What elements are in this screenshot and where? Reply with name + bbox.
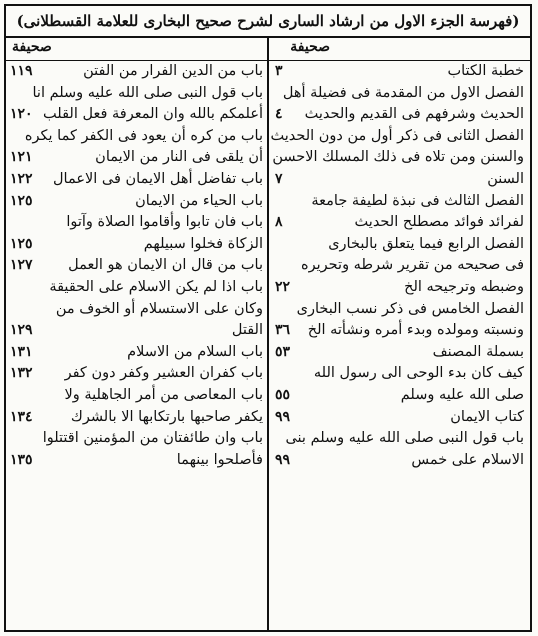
- index-entry: [6, 147, 267, 169]
- index-entry: [6, 320, 267, 342]
- entry-page-number: ٢٢: [275, 278, 291, 295]
- index-entry: [269, 234, 530, 256]
- entry-title: والسنن ومن تلاه فى ذلك المسلك الاحسن: [272, 149, 524, 166]
- entry-title: باب وان طائفتان من المؤمنين اقتتلوا: [42, 430, 263, 447]
- index-entry: [269, 169, 530, 191]
- index-entry: [6, 407, 267, 429]
- entry-page-number: ١٣٤: [10, 408, 33, 425]
- index-entry: [269, 320, 530, 342]
- index-entry: [6, 212, 267, 234]
- entry-title: أن يلقى فى النار من الايمان: [95, 149, 263, 166]
- index-entry: [269, 255, 530, 277]
- entry-page-number: ٥٥: [275, 386, 291, 403]
- index-entry: [269, 428, 530, 450]
- entry-page-number: ٩٩: [275, 408, 291, 425]
- right-entries: [269, 61, 530, 471]
- index-entry: [269, 212, 530, 234]
- index-entry: [269, 147, 530, 169]
- entry-title: باب قول النبى صلى الله عليه وسلم انا: [32, 84, 263, 101]
- page-number-header: صحيفة: [12, 39, 52, 55]
- entry-title: وضبطه وترجيحه الخ: [404, 278, 524, 295]
- entry-page-number: ١٢٥: [10, 235, 33, 252]
- right-column: [269, 38, 530, 630]
- entry-title: الفصل الثانى فى ذكر أول من دون الحديث: [270, 127, 524, 144]
- entry-title: باب الحياء من الايمان: [135, 192, 263, 209]
- entry-title: فأصلحوا بينهما: [176, 451, 263, 468]
- entry-page-number: ١٢٧: [10, 257, 33, 274]
- entry-title: بسملة المصنف: [432, 343, 524, 360]
- index-entry: [269, 363, 530, 385]
- entry-page-number: ١٢٢: [10, 170, 33, 187]
- entry-title: وكان على الاستسلام أو الخوف من: [55, 300, 263, 317]
- entry-page-number: ١٢١: [10, 149, 33, 166]
- entry-page-number: ٧: [275, 170, 283, 187]
- entry-page-number: ٣٦: [275, 322, 291, 339]
- entry-title: كتاب الايمان: [450, 408, 524, 425]
- entry-title: باب السلام من الاسلام: [127, 343, 263, 360]
- index-entry: [6, 126, 267, 148]
- index-entry: [6, 299, 267, 321]
- entry-title: الاسلام على خمس: [411, 451, 524, 468]
- entry-title: باب كفران العشير وكفر دون كفر: [64, 365, 263, 382]
- index-entry: [269, 299, 530, 321]
- entry-title: الفصل الرابع فيما يتعلق بالبخارى: [328, 235, 524, 252]
- entry-title: أعلمكم بالله وان المعرفة فعل القلب: [43, 106, 263, 123]
- entry-title: الحديث وشرفهم فى القديم والحديث: [304, 106, 524, 123]
- page-title: (فهرسة الجزء الاول من ارشاد السارى لشرح صحيح البخارى للعلامة القسطلانى): [6, 6, 530, 38]
- index-entry: [6, 255, 267, 277]
- entry-title: باب المعاصى من أمر الجاهلية ولا: [64, 386, 263, 403]
- entry-title: فى صحيحه من تقرير شرطه وتحريره: [301, 257, 524, 274]
- index-entry: [6, 83, 267, 105]
- index-entry: [6, 191, 267, 213]
- index-entry: [269, 450, 530, 472]
- index-entry: [6, 342, 267, 364]
- index-entry: [6, 169, 267, 191]
- entry-page-number: ٨: [275, 214, 283, 231]
- entry-title: ونسبته ومولده وبدء أمره ونشأته الخ: [307, 322, 524, 339]
- entry-title: صلى الله عليه وسلم: [400, 386, 524, 403]
- entry-title: القتل: [231, 322, 263, 339]
- entry-page-number: ٥٣: [275, 343, 291, 360]
- index-entry: [269, 191, 530, 213]
- entry-page-number: ٤: [275, 106, 283, 123]
- entry-title: يكفر صاحبها بارتكابها الا بالشرك: [70, 408, 263, 425]
- left-entries: [6, 61, 267, 471]
- entry-page-number: ١٣١: [10, 343, 33, 360]
- index-entry: [6, 428, 267, 450]
- index-entry: [6, 277, 267, 299]
- index-entry: [269, 104, 530, 126]
- entry-title: الزكاة فخلوا سبيلهم: [143, 235, 263, 252]
- index-entry: [269, 126, 530, 148]
- entry-title: كيف كان بدء الوحى الى رسول الله: [313, 365, 524, 382]
- index-entry: [269, 61, 530, 83]
- entry-title: باب من كره أن يعود فى الكفر كما يكره: [24, 127, 263, 144]
- entry-title: باب قول النبى صلى الله عليه وسلم بنى: [285, 430, 524, 447]
- index-entry: [269, 407, 530, 429]
- entry-title: الفصل الاول من المقدمة فى فضيلة أهل: [282, 84, 524, 101]
- entry-title: لفرائد فوائد مصطلح الحديث: [354, 214, 524, 231]
- entry-page-number: ٩٩: [275, 451, 291, 468]
- left-column-header: [6, 38, 267, 61]
- index-entry: [6, 104, 267, 126]
- index-entry: [269, 385, 530, 407]
- index-entry: [6, 61, 267, 83]
- entry-title: باب تفاضل أهل الايمان فى الاعمال: [53, 170, 263, 187]
- index-entry: [6, 450, 267, 472]
- entry-page-number: ١١٩: [10, 63, 33, 79]
- entry-page-number: ١٢٥: [10, 192, 33, 209]
- index-entry: [269, 83, 530, 105]
- left-column: [6, 38, 269, 630]
- entry-page-number: ١٣٢: [10, 365, 33, 382]
- entry-title: السنن: [487, 170, 524, 187]
- page-number-header: صحيفة: [290, 39, 330, 55]
- entry-title: الفصل الثالث فى نبذة لطيفة جامعة: [311, 192, 524, 209]
- index-entry: [6, 385, 267, 407]
- entry-title: الفصل الخامس فى ذكر نسب البخارى: [296, 300, 524, 317]
- index-page: [4, 4, 532, 632]
- entry-title: باب فان تابوا وأقاموا الصلاة وآتوا: [66, 214, 263, 231]
- entry-title: باب من قال ان الايمان هو العمل: [68, 257, 263, 274]
- index-entry: [6, 234, 267, 256]
- entry-page-number: ١٢٠: [10, 106, 33, 123]
- right-column-header: [269, 38, 530, 61]
- entry-title: باب من الدين الفرار من الفتن: [83, 63, 263, 79]
- entry-page-number: ٣: [275, 63, 283, 79]
- index-entry: [6, 363, 267, 385]
- index-entry: [269, 342, 530, 364]
- entry-page-number: ١٣٥: [10, 451, 33, 468]
- index-entry: [269, 277, 530, 299]
- entry-title: خطبة الكتاب: [447, 63, 524, 79]
- entry-page-number: ١٢٩: [10, 322, 33, 339]
- entry-title: باب اذا لم يكن الاسلام على الحقيقة: [49, 278, 263, 295]
